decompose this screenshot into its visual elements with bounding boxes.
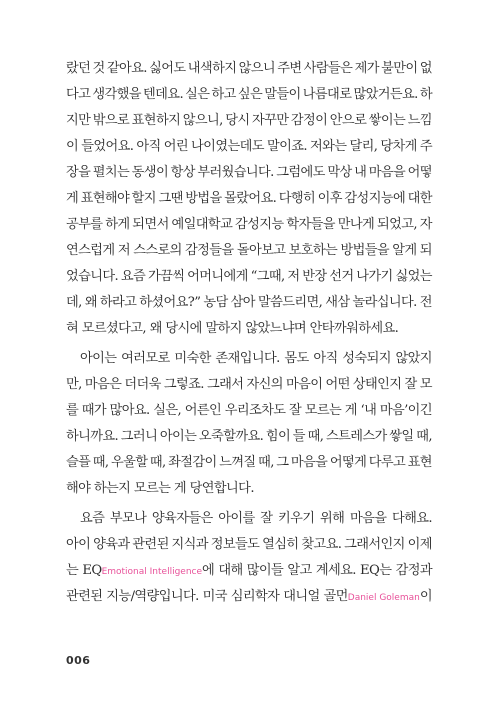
english-term-emotional-intelligence: Emotional Intelligence [101, 567, 203, 577]
text-line: 를 때가 많아요. 실은, 어른인 우리조차도 잘 모르는 게 ‘내 마음’이긴 [66, 403, 432, 418]
page-number: 006 [66, 654, 91, 667]
text-line: 하니까요. 그러니 아이는 오죽할까요. 힘이 들 때, 스트레스가 쌓일 때, [66, 429, 432, 444]
text-line: 지만 밖으로 표현하지 않으니, 당시 자꾸만 감정이 안으로 쌓이는 느낌 [66, 113, 432, 128]
text-line: 연스럽게 저 스스로의 감정들을 돌아보고 보호하는 방법들을 알게 되 [66, 243, 432, 258]
text-line: 었습니다. 요즘 가끔씩 어머니에게 “그때, 저 반장 선거 나가기 싫었는 [66, 269, 432, 284]
text-line: 게 표현해야 할지 그땐 방법을 몰랐어요. 다행히 이후 감성지능에 대한 [66, 191, 432, 206]
text-line: 슬플 때, 우울할 때, 좌절감이 느껴질 때, 그 마음을 어떻게 다루고 표현 [66, 455, 432, 470]
text-line: 데, 왜 하라고 하셨어요?” 농담 삼아 말씀드리면, 새삼 놀라십니다. 전 [66, 295, 432, 310]
text-line: 랐던 것 같아요. 싫어도 내색하지 않으니 주변 사람들은 제가 불만이 없 [66, 61, 432, 76]
text-line: 아이는 여러모로 미숙한 존재입니다. 몸도 아직 성숙되지 않았지 [80, 351, 432, 366]
text-line-eq: 는 EQEmotional Intelligence에 대해 많이들 알고 계세요. EQ는 감정과 [66, 563, 432, 578]
text-line: 요즘 부모나 양육자들은 아이를 잘 키우기 위해 마음을 다해요. [80, 511, 432, 526]
page-body [66, 56, 432, 610]
text-line: 해야 하는지 모르는 게 당연합니다. [66, 481, 254, 496]
paragraph-2 [66, 346, 432, 502]
paragraph-1 [66, 56, 432, 342]
english-term-daniel-goleman: Daniel Goleman [347, 593, 420, 603]
text-line: 다고 생각했을 텐데요. 실은 하고 싶은 말들이 나름대로 많았거든요. 하 [66, 87, 432, 102]
text-line-goleman: 관련된 지능/역량입니다. 미국 심리학자 대니얼 골먼Daniel Goleman이 [66, 589, 432, 604]
text-line: 공부를 하게 되면서 예일대학교 감성지능 학자들을 만나게 되었고, 자 [66, 217, 432, 232]
text-line: 이 들었어요. 아직 어린 나이였는데도 말이죠. 저와는 달리, 당차게 주 [66, 139, 432, 154]
text-line: 장을 펼치는 동생이 항상 부러웠습니다. 그럼에도 막상 내 마음을 어떻 [66, 165, 432, 180]
paragraph-3 [66, 506, 432, 610]
text-line: 만, 마음은 더더욱 그렇죠. 그래서 자신의 마음이 어떤 상태인지 잘 모 [66, 377, 432, 392]
text-line: 혀 모르셨다고, 왜 당시에 말하지 않았느냐며 안타까워하세요. [66, 321, 399, 336]
text-line: 아이 양육과 관련된 지식과 정보들도 열심히 찾고요. 그래서인지 이제 [66, 537, 432, 552]
